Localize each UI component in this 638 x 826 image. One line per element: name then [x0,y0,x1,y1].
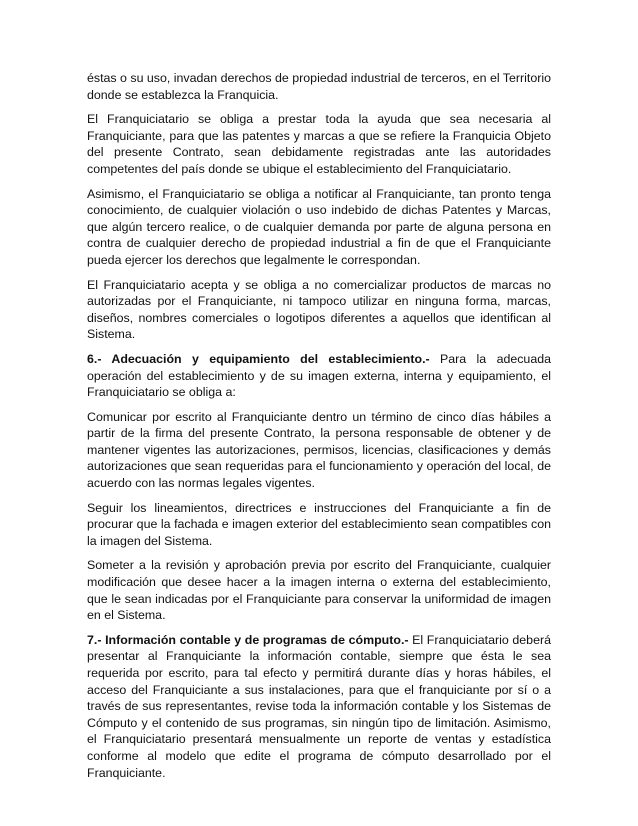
paragraph-communicate-responsible: Comunicar por escrito al Franquiciante dentro un término de cinco días hábiles a partir de la firma del presente Contrato, la persona responsable de obtener y de mantener vigentes las autorizaciones, permisos, licencias, clasificaciones y demás autorizaciones que sean requeridas para el funcionamiento y operación del local, de acuerdo con las normas legales vigentes. [87,409,551,491]
section-6-paragraph [87,351,551,401]
section-6-intro: Para la adecuada operación del establecimiento y de su imagen externa, interna y equipamiento, el Franquiciatario se obliga a: [87,351,552,400]
paragraph-notify-violations: Asimismo, el Franquiciatario se obliga a notificar al Franquiciante, tan pronto tenga conocimiento, de cualquier violación o uso indebido de dichas Patentes y Marcas, que algún tercero realice, o de cualquier demanda por parte de alguna persona en contra de cualquier derecho de propiedad industrial a fin de que el Franquiciante pueda ejercer los derechos que legalmente le correspondan. [87,186,551,267]
paragraph-submit-modifications: Someter a la revisión y aprobación previa por escrito del Franquiciante, cualquier modificación que desee hacer a la imagen interna o externa del establecimiento, que le sean indicadas por el Franquiciante para conservar la uniformidad de imagen en el Sistema. [87,558,551,623]
document-page [87,70,551,789]
paragraph-follow-guidelines: Seguir los lineamientos, directrices e instrucciones del Franquiciante a fin de procurar que la fachada e imagen exterior del establecimiento sean compatibles con la imagen del Sistema. [87,500,551,548]
section-7-heading: 7.- Información contable y de programas de cómputo.- [87,632,409,647]
section-7-paragraph [87,632,551,781]
section-6-heading: 6.- Adecuación y equipamiento del establecimiento.- [87,351,430,366]
paragraph-registration-assistance: El Franquiciatario se obliga a prestar toda la ayuda que sea necesaria al Franquiciante, para que las patentes y marcas a que se refiere la Franquicia Objeto del presente Contrato, sean debidamente registradas ante las autoridades competentes del país donde se ubique el establecimiento del Franquiciatario. [87,112,551,176]
section-7-body: El Franquiciatario deberá presentar al Franquiciante la información contable, siempre que ésta le sea requerida por escrito, para tal efecto y permitirá durante días y horas hábiles, el acceso del Franquiciante a sus instalaciones, para que el franquiciante por sí o a través de sus representantes, revise toda la información contable y los Sistemas de Cómputo y el contenido de sus programas, sin ningún tipo de limitación. Asimismo, el Franquiciatario presentará mensualmente un reporte de ventas y estadística conforme al modelo que edite el programa de cómputo desarrollado por el Franquiciante. [87,632,551,780]
paragraph-patents-third-parties: éstas o su uso, invadan derechos de propiedad industrial de terceros, en el Territorio donde se establezca la Franquicia. [87,71,552,102]
paragraph-unauthorized-brands: El Franquiciatario acepta y se obliga a no comercializar productos de marcas no autorizadas por el Franquiciante, ni tampoco utilizar en ninguna forma, marcas, diseños, nombres comerciales o logotipos diferentes a aquellos que identifican al Sistema. [87,277,551,342]
